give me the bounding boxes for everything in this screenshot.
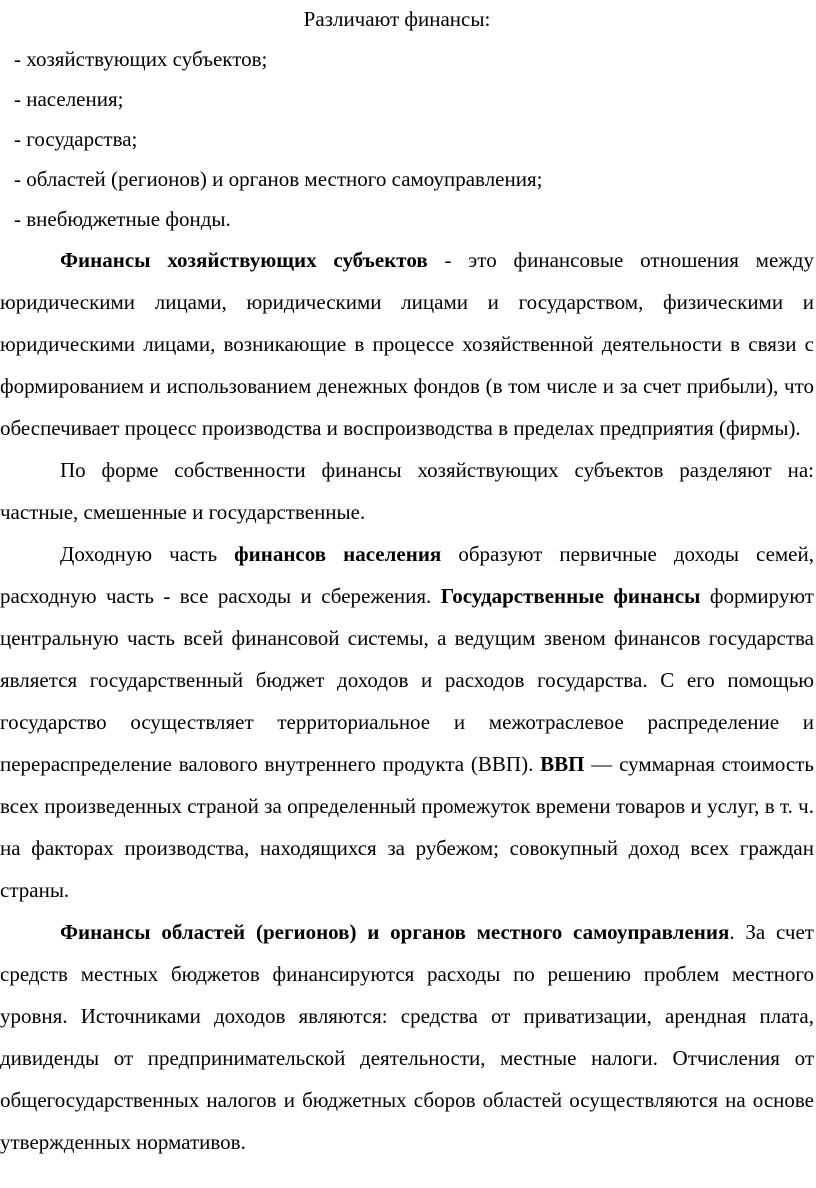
list-item: - государства; — [14, 127, 138, 151]
paragraph-text: — суммарная стоимость всех произведенных страной за определенный промежуток времени товаров и услуг, в т. ч. на факторах производства, находящихся за рубежом; совокупный доход всех граждан страны. — [0, 752, 815, 902]
term-business-finance: Финансы хозяйствующих субъектов — [60, 248, 428, 272]
list-item: - областей (регионов) и органов местного самоуправления; — [14, 167, 543, 191]
term-state-finance: Государственные финансы — [440, 584, 701, 608]
document-heading: Различают финансы: — [303, 7, 491, 31]
paragraph-ownership-forms — [0, 449, 814, 533]
paragraph-regional-finance — [0, 911, 814, 1163]
term-regional-finance: Финансы областей (регионов) и органов местного самоуправления — [60, 920, 730, 944]
paragraph-text: По форме собственности финансы хозяйствующих субъектов разделяют на: частные, смешенные и государственные. — [0, 458, 814, 524]
list-item: - хозяйствующих субъектов; — [14, 47, 268, 71]
paragraph-population-state-finance — [0, 533, 814, 911]
paragraph-text: формируют центральную часть всей финансовой системы, а ведущим звеном финансов государства является государственный бюджет доходов и расходов государства. С его помощью государство осуществляет территориальное и межотраслевое распределение и перераспределение валового внутреннего продукта (ВВП). — [0, 584, 814, 776]
finance-types-list — [0, 39, 814, 239]
term-population-finance: финансов населения — [234, 542, 442, 566]
list-item: - населения; — [14, 87, 124, 111]
paragraph-text: . За счет средств местных бюджетов финансируются расходы по решению проблем местного уровня. Источниками доходов являются: средства от приватизации, арендная плата, дивиденды от предпринимательской деятельности, местные налоги. Отчисления от общегосударственных налогов и бюджетных сборов областей осуществляются на основе утвержденных нормативов. — [0, 920, 814, 1154]
paragraph-text: Доходную часть — [60, 542, 235, 566]
list-item: - внебюджетные фонды. — [14, 207, 231, 231]
term-gdp: ВВП — [540, 752, 585, 776]
paragraph-text: образуют первичные доходы семей, расходную часть - все расходы и сбережения. — [0, 542, 814, 608]
paragraph-text: - это финансовые отношения между юридическими лицами, юридическими лицами и государством, физическими и юридическими лицами, возникающие в процессе хозяйственной деятельности в связи с формированием и использованием денежных фондов (в том числе и за счет прибыли), что обеспечивает процесс производства и воспроизводства в пределах предприятия (фирмы). — [0, 248, 814, 440]
paragraph-business-finance — [0, 239, 814, 449]
